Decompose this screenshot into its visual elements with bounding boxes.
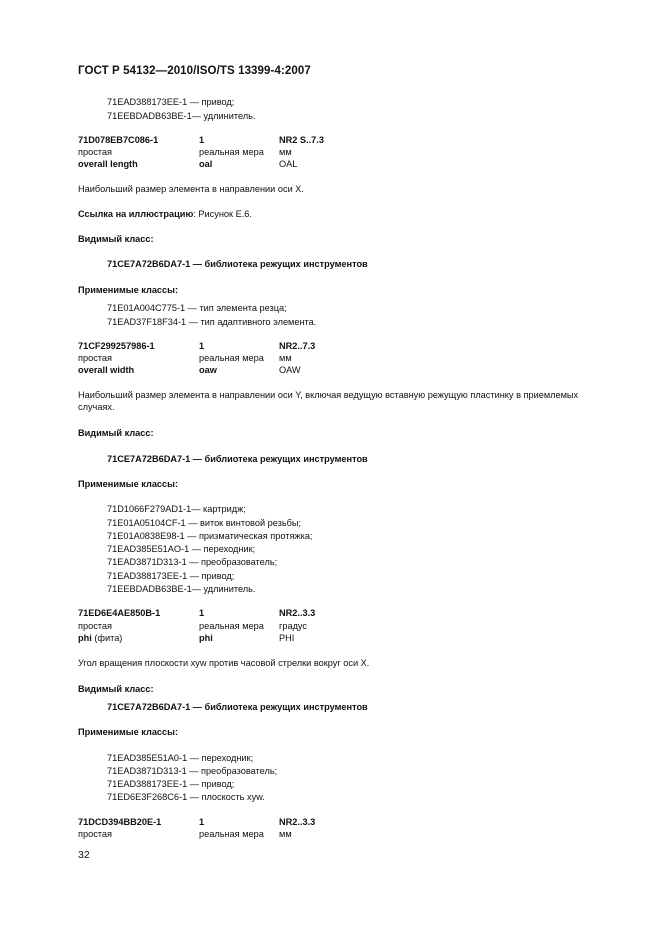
list-item: 71EAD3871D313-1 — преобразователь; [107, 557, 278, 567]
property-code: OAW [279, 365, 301, 375]
property-name: overall width [78, 365, 135, 375]
property-version: 1 [199, 817, 205, 827]
property-unit: мм [279, 147, 292, 157]
property-id: 71D078EB7C086-1 [78, 135, 159, 145]
property-kind: реальная мера [199, 829, 264, 839]
list-item: 71EEBDADB63BE-1— удлинитель. [107, 584, 256, 594]
page-number: 32 [78, 849, 90, 861]
visible-class-label: Видимый класс: [78, 234, 154, 244]
list-item: 71E01A05104CF-1 — виток винтовой резьбы; [107, 518, 302, 528]
list-item: 71EAD37F18F34-1 — тип адаптивного элемента. [107, 317, 317, 327]
property-id: 71CF299257986-1 [78, 341, 155, 351]
property-symbol: phi [199, 633, 213, 643]
visible-class-value: 71CE7A72B6DA7-1 — библиотека режущих инструментов [107, 454, 368, 464]
property-id: 71DCD394BB20E-1 [78, 817, 162, 827]
property-code: OAL [279, 159, 298, 169]
applicable-classes-label: Применимые классы: [78, 479, 179, 489]
property-description: Угол вращения плоскости xyw против часовой стрелки вокруг оси X. [78, 658, 370, 668]
list-item: 71EAD385E51AO-1 — переходник; [107, 544, 256, 554]
list-item: 71D1066F279AD1-1— картридж; [107, 504, 246, 514]
illustration-reference [78, 208, 252, 220]
list-item: 71E01A0838E98-1 — призматическая протяжка; [107, 531, 313, 541]
property-type: простая [78, 621, 112, 631]
property-format: NR2..7.3 [279, 341, 316, 351]
property-version: 1 [199, 135, 205, 145]
property-format: NR2..3.3 [279, 817, 316, 827]
property-unit: мм [279, 353, 292, 363]
property-version: 1 [199, 608, 205, 618]
property-unit: мм [279, 829, 292, 839]
list-item: 71EAD3871D313-1 — преобразователь; [107, 766, 278, 776]
document-header: ГОСТ Р 54132—2010/ISO/TS 13399-4:2007 [78, 65, 311, 77]
property-name: overall length [78, 159, 138, 169]
property-version: 1 [199, 341, 205, 351]
illustration-label: Ссылка на иллюстрацию [78, 209, 194, 219]
property-type: простая [78, 353, 112, 363]
illustration-value: : Рисунок E.6. [193, 209, 252, 219]
visible-class-label: Видимый класс: [78, 684, 154, 694]
list-item: 71EAD388173EE-1 — привод; [107, 779, 235, 789]
property-name-bold: phi [78, 633, 92, 643]
property-id: 71ED6E4AE850B-1 [78, 608, 161, 618]
applicable-classes-label: Применимые классы: [78, 285, 179, 295]
list-item: 71EAD388173EE-1 — привод; [107, 571, 235, 581]
property-description: Наибольший размер элемента в направлении оси X. [78, 184, 304, 194]
list-item: 71E01A004C775-1 — тип элемента резца; [107, 303, 287, 313]
property-type: простая [78, 147, 112, 157]
applicable-classes-label: Применимые классы: [78, 727, 179, 737]
property-format: NR2 S..7.3 [279, 135, 324, 145]
property-name-rest: (фита) [91, 633, 123, 643]
list-item: 71EAD388173EE-1 — привод; [107, 97, 235, 107]
visible-class-value: 71CE7A72B6DA7-1 — библиотека режущих инструментов [107, 702, 368, 712]
property-kind: реальная мера [199, 147, 264, 157]
property-code: PHI [279, 633, 295, 643]
property-kind: реальная мера [199, 621, 264, 631]
list-item: 71EEBDADB63BE-1— удлинитель. [107, 111, 256, 121]
property-description: Наибольший размер элемента в направлении оси Y, включая ведущую вставную режущую пластинку в приемлемых случаях. [78, 390, 579, 412]
property-unit: градус [279, 621, 308, 631]
property-type: простая [78, 829, 112, 839]
property-symbol: oal [199, 159, 213, 169]
visible-class-value: 71CE7A72B6DA7-1 — библиотека режущих инструментов [107, 259, 368, 269]
list-item: 71ED6E3F268C6-1 — плоскость xyw. [107, 792, 265, 802]
list-item: 71EAD385E51A0-1 — переходник; [107, 753, 254, 763]
visible-class-label: Видимый класс: [78, 428, 154, 438]
property-kind: реальная мера [199, 353, 264, 363]
property-format: NR2..3.3 [279, 608, 316, 618]
property-name [78, 632, 122, 644]
property-symbol: oaw [199, 365, 217, 375]
